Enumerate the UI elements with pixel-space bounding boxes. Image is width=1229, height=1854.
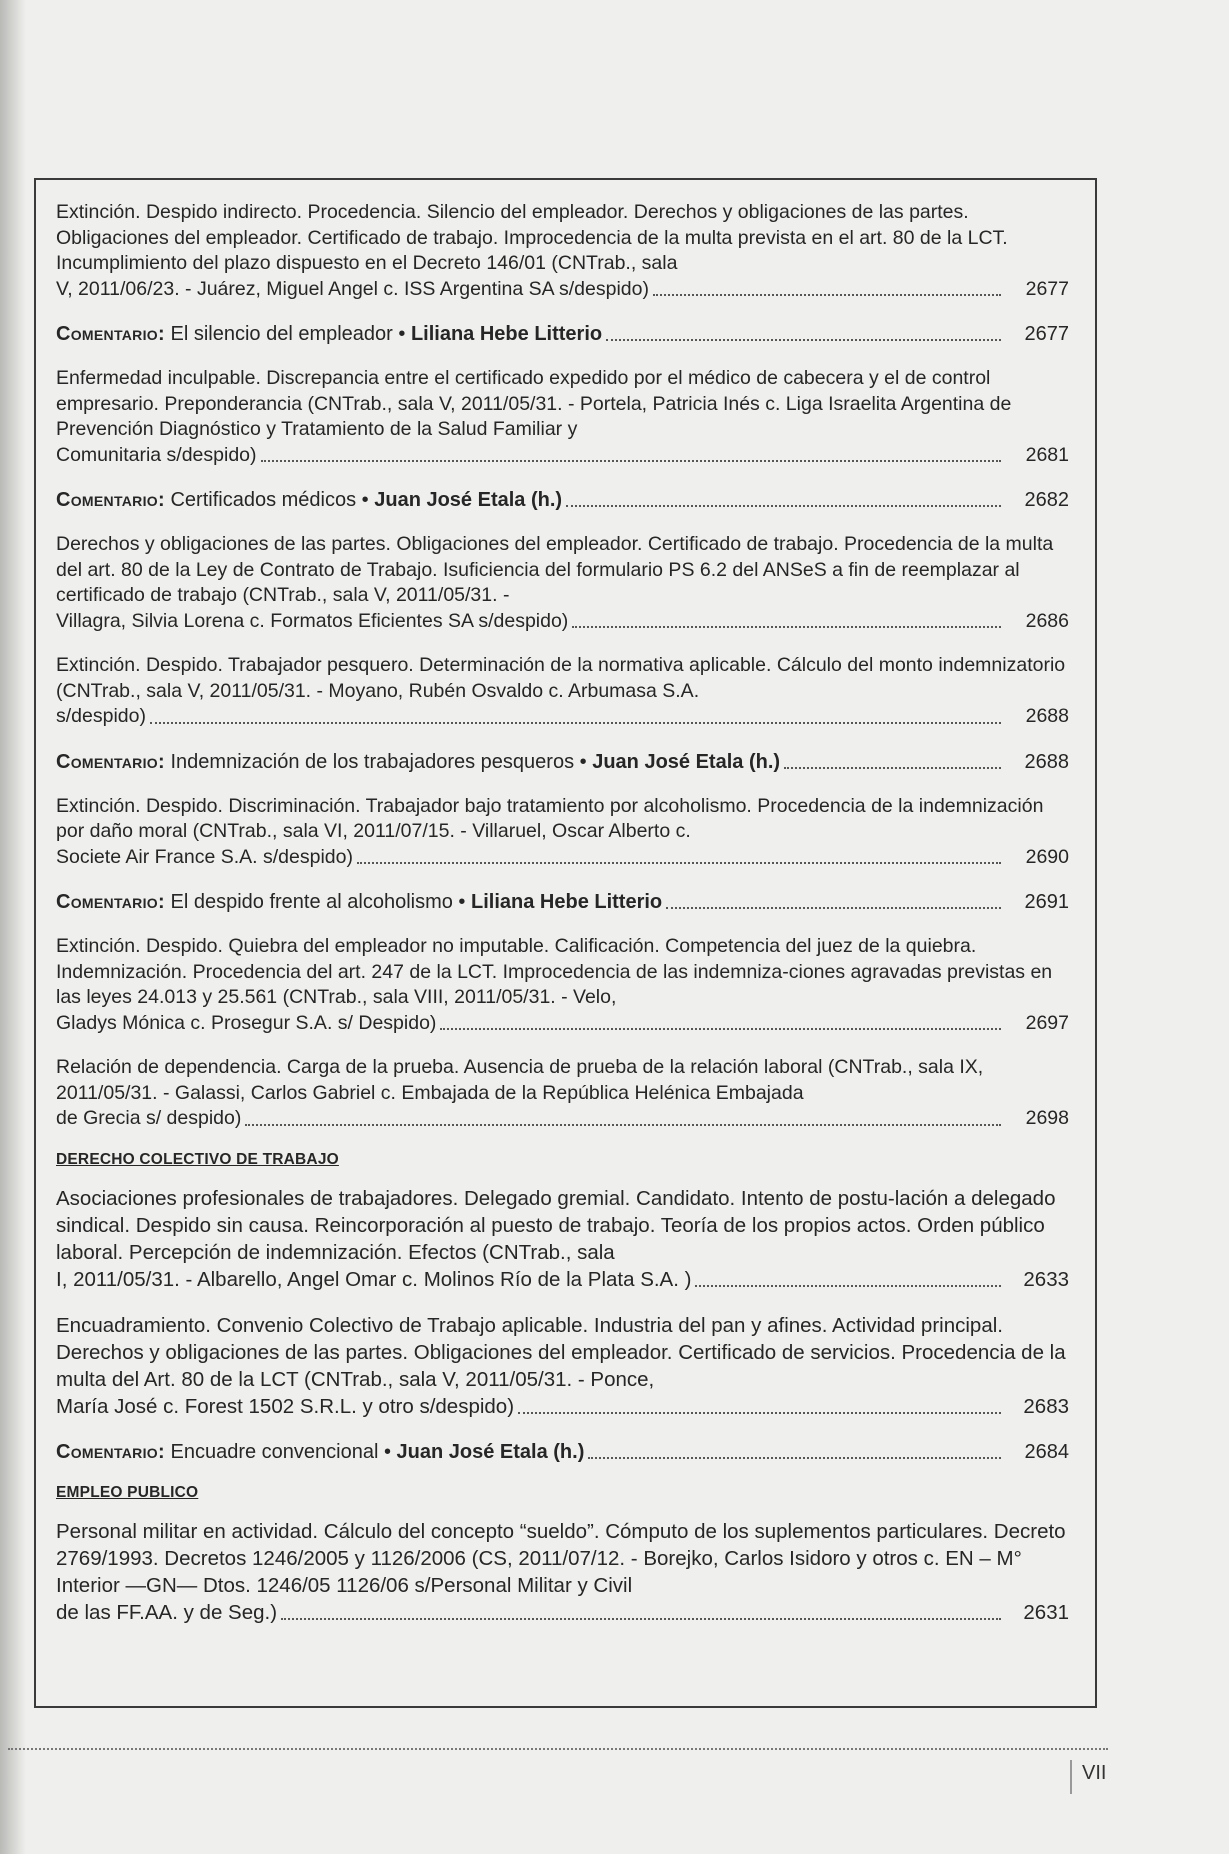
leader-dots [281,1618,1001,1620]
comment-author: Liliana Hebe Litterio [410,323,603,345]
toc-entry [56,1312,1069,1420]
comment-author: Juan José Etala (h.) [374,489,563,511]
entry-text: Encuadramiento. Convenio Colectivo de Trabajo aplicable. Industria del pan y afines. Actividad principal. Derechos y obligaciones de las partes. Obligaciones del empleador. Certificado de servicios. Procedencia de la multa del Art. 80 de la LCT (CNTrab., sala V, 2011/05/31. - Ponce, [56,1313,1066,1391]
bottom-dotted-rule [8,1748,1108,1750]
toc-entry [56,1055,1069,1132]
entry-text: Derechos y obligaciones de las partes. Obligaciones del empleador. Certificado de trabajo. Procedencia de la multa del art. 80 de la Ley de Contrato de Trabajo. Isuficiencia del formulario PS 6.2 del ANSeS a fin de reemplazar al certificado de trabajo (CNTrab., sala V, 2011/05/31. - [56,533,1054,606]
comment-entry [56,749,1069,775]
page-ref[interactable]: 2688 [1025,705,1069,727]
comment-line [56,889,662,915]
comment-author: Juan José Etala (h.) [592,750,781,773]
page-ref[interactable]: 2677 [1024,323,1069,345]
toc-entry [56,934,1069,1036]
leader-dots [440,1028,1001,1030]
leader-dots [261,460,1001,462]
comment-title: El despido frente al alcoholismo [170,891,453,913]
leader-dots [588,1457,1001,1459]
leader-dots [357,862,1001,864]
page-gutter-shadow [0,0,26,1854]
table-of-contents [34,178,1097,1708]
page-number: VII [1082,1762,1107,1784]
comment-author: Liliana Hebe Litterio [471,891,663,913]
entry-last-line [56,277,1069,303]
bullet-icon: • [574,750,593,773]
leader-dots [518,1412,1001,1414]
entry-last-text: María José c. Forest 1502 S.R.L. y otro s/despido) [56,1394,515,1418]
leader-dots [666,907,1001,909]
comment-entry [56,889,1069,915]
entry-last-line [56,1011,1069,1037]
page-ref[interactable]: 2688 [1024,750,1069,773]
entry-last-text: de las FF.AA. y de Seg.) [56,1600,278,1624]
toc-entry [56,366,1069,468]
page-ref[interactable]: 2681 [1025,443,1069,466]
comment-title: El silencio del empleador [170,323,393,345]
page-ref[interactable]: 2631 [1023,1600,1069,1624]
entry-last-line [56,1106,1069,1132]
entry-last-line [56,845,1069,871]
page-ref[interactable]: 2698 [1025,1107,1069,1129]
comment-label: Comentario: [56,1440,165,1463]
toc-entry [56,200,1069,302]
leader-dots [653,294,1001,296]
page-ref[interactable]: 2677 [1025,277,1069,300]
comment-entry [56,1439,1069,1465]
entry-last-line [56,1266,1069,1293]
entry-last-line [56,704,1069,730]
bullet-icon: • [392,323,411,345]
entry-last-text: Villagra, Silvia Lorena c. Formatos Eficientes SA s/despido) [56,609,569,632]
comment-label: Comentario: [56,750,165,773]
comment-title: Encuadre convencional [170,1440,379,1463]
entry-last-text: Comunitaria s/despido) [56,443,257,466]
entry-last-text: s/despido) [56,705,146,727]
entry-last-text: Gladys Mónica c. Prosegur S.A. s/ Despido) [56,1011,437,1034]
folio-separator [1070,1760,1072,1794]
toc-entry [56,653,1069,730]
entry-text: Personal militar en actividad. Cálculo del concepto “sueldo”. Cómputo de los suplementos particulares. Decreto 2769/1993. Decretos 1246/2005 y 1126/2006 (CS, 2011/07/12. - Borejko, Carlos Isidoro y otros c. EN – M° Interior —GN— Dtos. 1246/05 1126/06 s/Personal Militar y Civil [56,1519,1066,1597]
entry-text: Enfermedad inculpable. Discrepancia entre el certificado expedido por el médico de cabecera y el de control empresario. Preponderancia (CNTrab., sala V, 2011/05/31. - Portela, Patricia Inés c. Liga Israelita Argentina de Prevención Diagnóstico y Tratamiento de la Salud Familiar y [56,367,1012,440]
comment-title: Certificados médicos [170,489,357,511]
comment-line [56,487,562,513]
comment-author: Juan José Etala (h.) [396,1440,585,1463]
entry-last-line [56,1599,1069,1626]
leader-dots [566,505,1001,507]
toc-entry [56,1518,1069,1626]
entry-last-text: I, 2011/05/31. - Albarello, Angel Omar c. Molinos Río de la Plata S.A. ) [56,1267,692,1291]
leader-dots [695,1285,1001,1287]
page-ref[interactable]: 2697 [1025,1011,1069,1034]
entry-last-line [56,609,1069,635]
page-ref[interactable]: 2691 [1024,891,1069,913]
toc-entry [56,1185,1069,1293]
entry-last-text: de Grecia s/ despido) [56,1107,242,1129]
comment-line [56,1439,584,1465]
leader-dots [572,626,1001,628]
entry-last-line [56,443,1069,469]
bullet-icon: • [356,489,375,511]
page-ref[interactable]: 2633 [1023,1267,1069,1291]
section-heading: DERECHO COLECTIVO DE TRABAJO [56,1150,339,1168]
bullet-icon: • [378,1440,397,1463]
leader-dots [784,767,1001,769]
page-ref[interactable]: 2683 [1023,1394,1069,1418]
leader-dots [245,1124,1001,1126]
entry-text: Extinción. Despido. Quiebra del empleador no imputable. Calificación. Competencia del juez de la quiebra. Indemnización. Procedencia del art. 247 de la LCT. Improcedencia de las indemniza-ciones agravadas previstas en las leyes 24.013 y 25.561 (CNTrab., sala VIII, 2011/05/31. - Velo, [56,935,1053,1008]
toc-entry [56,794,1069,871]
leader-dots [606,339,1001,341]
comment-entry [56,487,1069,513]
comment-line [56,321,602,347]
comment-label: Comentario: [56,323,165,345]
toc-entry [56,532,1069,634]
comment-label: Comentario: [56,891,165,913]
comment-line [56,749,780,775]
page-ref[interactable]: 2684 [1024,1440,1069,1463]
leader-dots [150,722,1001,724]
page-ref[interactable]: 2690 [1025,845,1069,868]
comment-entry [56,321,1069,347]
entry-text: Relación de dependencia. Carga de la prueba. Ausencia de prueba de la relación laboral (CNTrab., sala IX, 2011/05/31. - Galassi, Carlos Gabriel c. Embajada de la República Helénica Embajada [56,1056,984,1104]
entry-text: Asociaciones profesionales de trabajadores. Delegado gremial. Candidato. Intento de postu-lación a delegado sindical. Despido sin causa. Reincorporación al puesto de trabajo. Teoría de los propios actos. Orden público laboral. Percepción de indemnización. Efectos (CNTrab., sala [56,1186,1056,1264]
bullet-icon: • [452,891,471,913]
comment-title: Indemnización de los trabajadores pesqueros [170,750,575,773]
entry-text: Extinción. Despido. Trabajador pesquero. Determinación de la normativa aplicable. Cálculo del monto indemnizatorio (CNTrab., sala V, 2011/05/31. - Moyano, Rubén Osvaldo c. Arbumasa S.A. [56,654,1066,702]
comment-label: Comentario: [56,489,165,511]
page-ref[interactable]: 2682 [1024,489,1069,511]
entry-text: Extinción. Despido indirecto. Procedencia. Silencio del empleador. Derechos y obligaciones de las partes. Obligaciones del empleador. Certificado de trabajo. Improcedencia de la multa prevista en el art. 80 de la LCT. Incumplimiento del plazo dispuesto en el Decreto 146/01 (CNTrab., sala [56,201,1008,274]
entry-last-text: Societe Air France S.A. s/despido) [56,845,353,868]
entry-last-line [56,1393,1069,1420]
section-heading: EMPLEO PUBLICO [56,1483,199,1501]
page-ref[interactable]: 2686 [1025,609,1069,632]
entry-text: Extinción. Despido. Discriminación. Trabajador bajo tratamiento por alcoholismo. Procedencia de la indemnización por daño moral (CNTrab., sala VI, 2011/07/15. - Villaruel, Oscar Alberto c. [56,794,1044,842]
entry-last-text: V, 2011/06/23. - Juárez, Miguel Angel c. ISS Argentina SA s/despido) [56,277,649,300]
